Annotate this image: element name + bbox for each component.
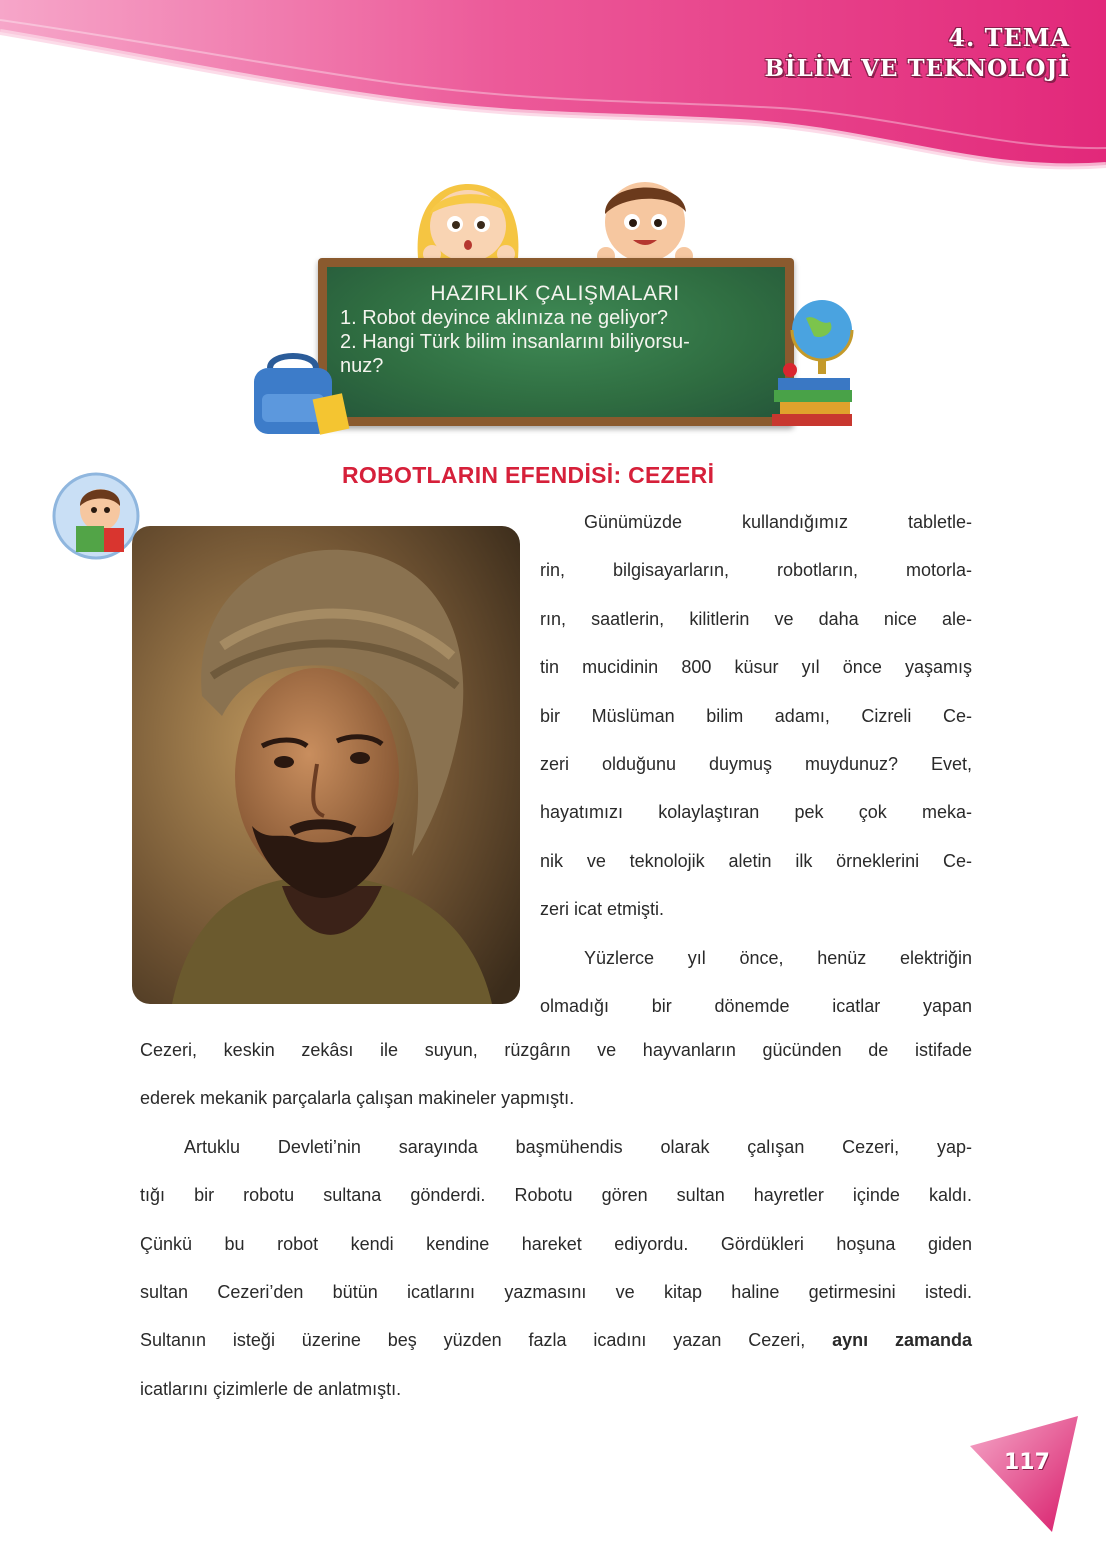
text-fragment: Sultanın isteği üzerine beş yüzden fazla icadını yazan Cezeri, bbox=[140, 1330, 806, 1351]
text-line: Artuklu Devleti’nin sarayında başmühendis olarak çalışan Cezeri, yap- bbox=[184, 1136, 972, 1157]
text-line: Yüzlerce yıl önce, henüz elektriğin bbox=[584, 947, 972, 968]
text-line: tin mucidinin 800 küsur yıl önce yaşamış bbox=[540, 657, 972, 678]
article-full-text bbox=[140, 1026, 972, 1413]
peeking-kids-illustration bbox=[0, 0, 1106, 300]
preparation-text bbox=[340, 282, 770, 378]
cezeri-portrait bbox=[132, 526, 520, 1004]
bold-phrase: aynı zamanda bbox=[832, 1330, 973, 1351]
article-column-text bbox=[540, 498, 972, 1030]
page-number: 117 bbox=[1004, 1450, 1050, 1475]
preparation-title: HAZIRLIK ÇALIŞMALARI bbox=[430, 282, 680, 305]
reading-boy-avatar bbox=[50, 470, 142, 562]
boy-character bbox=[597, 182, 693, 265]
preparation-question-2a: 2. Hangi Türk bilim insanlarını biliyorsu- bbox=[340, 331, 690, 353]
text-line: Çünkü bu robot kendi kendine hareket ediyordu. Gördükleri hoşuna giden bbox=[140, 1233, 972, 1254]
girl-character bbox=[418, 184, 519, 263]
text-line: icatlarını çizimlerle de anlatmıştı. bbox=[140, 1378, 402, 1399]
cezeri-portrait-painting bbox=[132, 526, 520, 1004]
text-line: zeri olduğunu duymuş muydunuz? Evet, bbox=[540, 753, 972, 774]
theme-number: 4. TEMA bbox=[948, 23, 1070, 52]
text-line: rın, saatlerin, kilitlerin ve daha nice ale- bbox=[540, 608, 972, 629]
text-line-with-bold bbox=[140, 1316, 972, 1364]
text-line: olmadığı bir dönemde icatlar yapan bbox=[540, 995, 972, 1016]
text-line: tığı bir robotu sultana gönderdi. Robotu gören sultan hayretler içinde kaldı. bbox=[140, 1185, 972, 1206]
page-number-badge bbox=[970, 1414, 1080, 1534]
text-line: Cezeri, keskin zekâsı ile suyun, rüzgârın ve hayvanların gücünden de istifade bbox=[140, 1040, 972, 1060]
text-line: bir Müslüman bilim adamı, Cizreli Ce- bbox=[540, 705, 972, 726]
article-title: ROBOTLARIN EFENDİSİ: CEZERİ bbox=[342, 462, 715, 488]
preparation-board bbox=[318, 258, 794, 428]
theme-name: BİLİM VE TEKNOLOJİ bbox=[764, 55, 1070, 82]
text-line: Günümüzde kullandığımız tabletle- bbox=[584, 512, 972, 532]
preparation-question-2b: nuz? bbox=[340, 355, 384, 377]
text-line: rin, bilgisayarların, robotların, motorla- bbox=[540, 560, 972, 581]
text-line: hayatımızı kolaylaştıran pek çok meka- bbox=[540, 802, 972, 823]
text-line: zeri icat etmişti. bbox=[540, 899, 665, 920]
text-line: sultan Cezeri’den bütün icatlarını yazmasını ve kitap haline getirmesini istedi. bbox=[140, 1281, 972, 1302]
backpack-icon bbox=[246, 350, 356, 440]
preparation-question-1: 1. Robot deyince aklınıza ne geliyor? bbox=[340, 307, 668, 329]
globe-and-books-icon bbox=[770, 296, 860, 434]
text-line: ederek mekanik parçalarla çalışan makineler yapmıştı. bbox=[140, 1088, 575, 1109]
text-line: nik ve teknolojik aletin ilk örneklerini Ce- bbox=[540, 850, 972, 871]
